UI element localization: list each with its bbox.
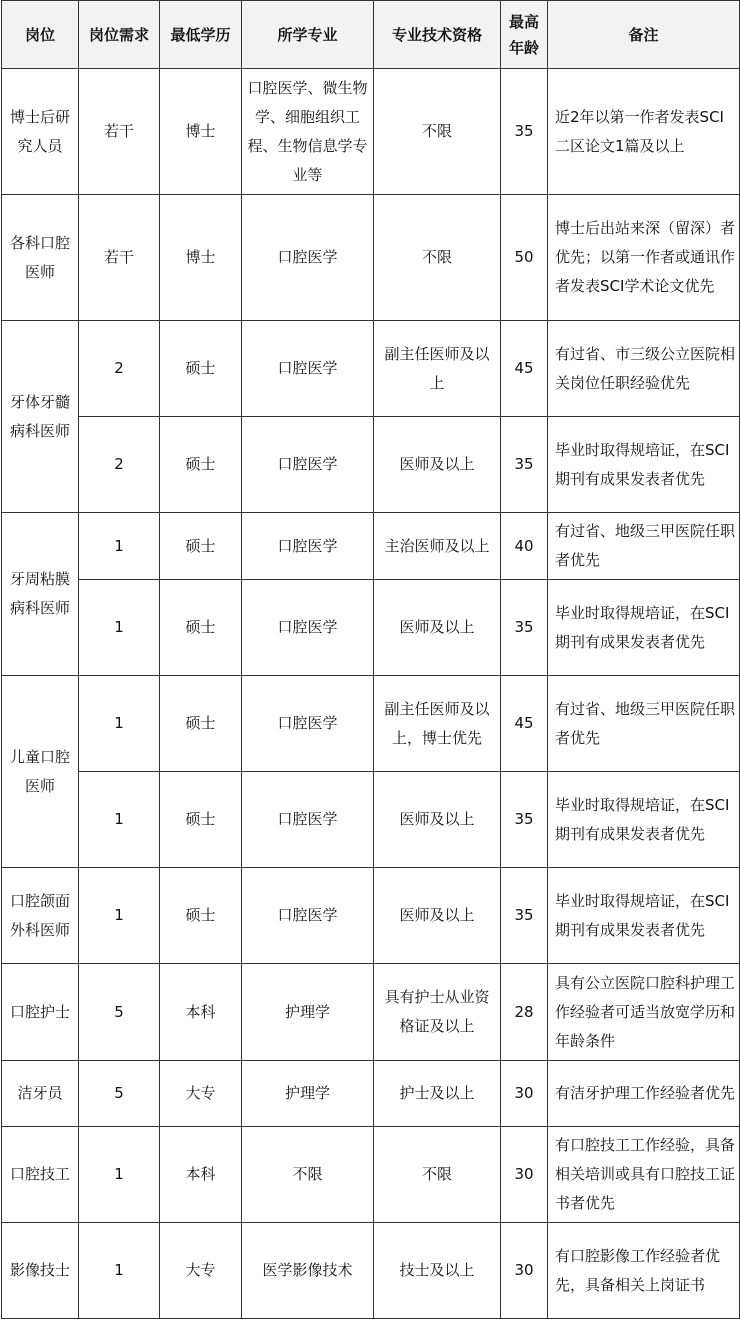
major-cell: 口腔医学: [242, 868, 374, 964]
age-cell: 35: [501, 868, 548, 964]
table-row: [2, 69, 740, 195]
major-cell: 医学影像技术: [242, 1223, 374, 1319]
major-cell: 口腔医学: [242, 417, 374, 513]
age-cell: 30: [501, 1061, 548, 1127]
education-cell: 硕士: [160, 868, 242, 964]
qualification-cell: 副主任医师及以上，博士优先: [374, 676, 501, 772]
major-cell: 口腔医学: [242, 321, 374, 417]
qualification-cell: 医师及以上: [374, 868, 501, 964]
demand-cell: 1: [79, 513, 160, 580]
position-cell: 口腔颌面外科医师: [2, 868, 79, 964]
qualification-cell: 不限: [374, 1127, 501, 1223]
demand-cell: 若干: [79, 69, 160, 195]
note-cell: 有口腔技工工作经验，具备相关培训或具有口腔技工证书者优先: [548, 1127, 740, 1223]
note-cell: 有口腔影像工作经验者优先，具备相关上岗证书: [548, 1223, 740, 1319]
note-cell: 具有公立医院口腔科护理工作经验者可适当放宽学历和年龄条件: [548, 964, 740, 1061]
note-cell: 毕业时取得规培证，在SCI期刊有成果发表者优先: [548, 868, 740, 964]
major-cell: 不限: [242, 1127, 374, 1223]
demand-cell: 1: [79, 580, 160, 676]
position-cell: 牙周粘膜病科医师: [2, 513, 79, 676]
table-row: [2, 964, 740, 1061]
note-cell: 有过省、地级三甲医院任职者优先: [548, 676, 740, 772]
age-cell: 28: [501, 964, 548, 1061]
table-row: [2, 772, 740, 868]
note-cell: 毕业时取得规培证，在SCI期刊有成果发表者优先: [548, 772, 740, 868]
qualification-cell: 医师及以上: [374, 772, 501, 868]
demand-cell: 2: [79, 321, 160, 417]
education-cell: 硕士: [160, 676, 242, 772]
qualification-cell: 护士及以上: [374, 1061, 501, 1127]
note-cell: 博士后出站来深（留深）者优先；以第一作者或通讯作者发表SCI学术论文优先: [548, 195, 740, 321]
qualification-cell: 具有护士从业资格证及以上: [374, 964, 501, 1061]
note-cell: 有过省、地级三甲医院任职者优先: [548, 513, 740, 580]
major-cell: 护理学: [242, 1061, 374, 1127]
education-cell: 硕士: [160, 580, 242, 676]
table-row: [2, 1061, 740, 1127]
qualification-cell: 副主任医师及以上: [374, 321, 501, 417]
header-cell: 专业技术资格: [374, 1, 501, 69]
note-cell: 毕业时取得规培证，在SCI期刊有成果发表者优先: [548, 580, 740, 676]
qualification-cell: 不限: [374, 69, 501, 195]
major-cell: 口腔医学: [242, 772, 374, 868]
position-cell: 口腔技工: [2, 1127, 79, 1223]
age-cell: 45: [501, 321, 548, 417]
demand-cell: 1: [79, 1223, 160, 1319]
header-cell: 最高年龄: [501, 1, 548, 69]
age-cell: 40: [501, 513, 548, 580]
table-row: [2, 1127, 740, 1223]
demand-cell: 1: [79, 868, 160, 964]
demand-cell: 1: [79, 1127, 160, 1223]
education-cell: 硕士: [160, 321, 242, 417]
education-cell: 硕士: [160, 772, 242, 868]
note-cell: 有洁牙护理工作经验者优先: [548, 1061, 740, 1127]
header-cell: 最低学历: [160, 1, 242, 69]
age-cell: 45: [501, 676, 548, 772]
major-cell: 口腔医学: [242, 513, 374, 580]
demand-cell: 2: [79, 417, 160, 513]
education-cell: 大专: [160, 1223, 242, 1319]
table-row: [2, 580, 740, 676]
demand-cell: 5: [79, 1061, 160, 1127]
age-cell: 35: [501, 417, 548, 513]
age-cell: 35: [501, 772, 548, 868]
position-cell: 博士后研究人员: [2, 69, 79, 195]
note-cell: 毕业时取得规培证，在SCI期刊有成果发表者优先: [548, 417, 740, 513]
table-row: [2, 195, 740, 321]
major-cell: 口腔医学: [242, 676, 374, 772]
demand-cell: 若干: [79, 195, 160, 321]
age-cell: 30: [501, 1127, 548, 1223]
note-cell: 有过省、市三级公立医院相关岗位任职经验优先: [548, 321, 740, 417]
age-cell: 30: [501, 1223, 548, 1319]
education-cell: 博士: [160, 69, 242, 195]
qualification-cell: 不限: [374, 195, 501, 321]
table-row: [2, 321, 740, 417]
header-row: [2, 1, 740, 69]
recruitment-table: [1, 0, 740, 1319]
qualification-cell: 技士及以上: [374, 1223, 501, 1319]
major-cell: 护理学: [242, 964, 374, 1061]
position-cell: 洁牙员: [2, 1061, 79, 1127]
education-cell: 博士: [160, 195, 242, 321]
header-cell: 所学专业: [242, 1, 374, 69]
demand-cell: 1: [79, 676, 160, 772]
position-cell: 牙体牙髓病科医师: [2, 321, 79, 513]
qualification-cell: 医师及以上: [374, 580, 501, 676]
education-cell: 本科: [160, 964, 242, 1061]
education-cell: 硕士: [160, 513, 242, 580]
header-cell: 备注: [548, 1, 740, 69]
table-row: [2, 1223, 740, 1319]
major-cell: 口腔医学: [242, 195, 374, 321]
table-row: [2, 513, 740, 580]
header-cell: 岗位: [2, 1, 79, 69]
major-cell: 口腔医学、微生物学、细胞组织工程、生物信息学专业等: [242, 69, 374, 195]
note-cell: 近2年以第一作者发表SCI二区论文1篇及以上: [548, 69, 740, 195]
table-row: [2, 417, 740, 513]
qualification-cell: 主治医师及以上: [374, 513, 501, 580]
demand-cell: 1: [79, 772, 160, 868]
age-cell: 50: [501, 195, 548, 321]
education-cell: 大专: [160, 1061, 242, 1127]
position-cell: 影像技士: [2, 1223, 79, 1319]
table-row: [2, 868, 740, 964]
demand-cell: 5: [79, 964, 160, 1061]
qualification-cell: 医师及以上: [374, 417, 501, 513]
position-cell: 口腔护士: [2, 964, 79, 1061]
age-cell: 35: [501, 69, 548, 195]
education-cell: 硕士: [160, 417, 242, 513]
education-cell: 本科: [160, 1127, 242, 1223]
age-cell: 35: [501, 580, 548, 676]
position-cell: 各科口腔医师: [2, 195, 79, 321]
major-cell: 口腔医学: [242, 580, 374, 676]
header-cell: 岗位需求: [79, 1, 160, 69]
position-cell: 儿童口腔医师: [2, 676, 79, 868]
table-row: [2, 676, 740, 772]
